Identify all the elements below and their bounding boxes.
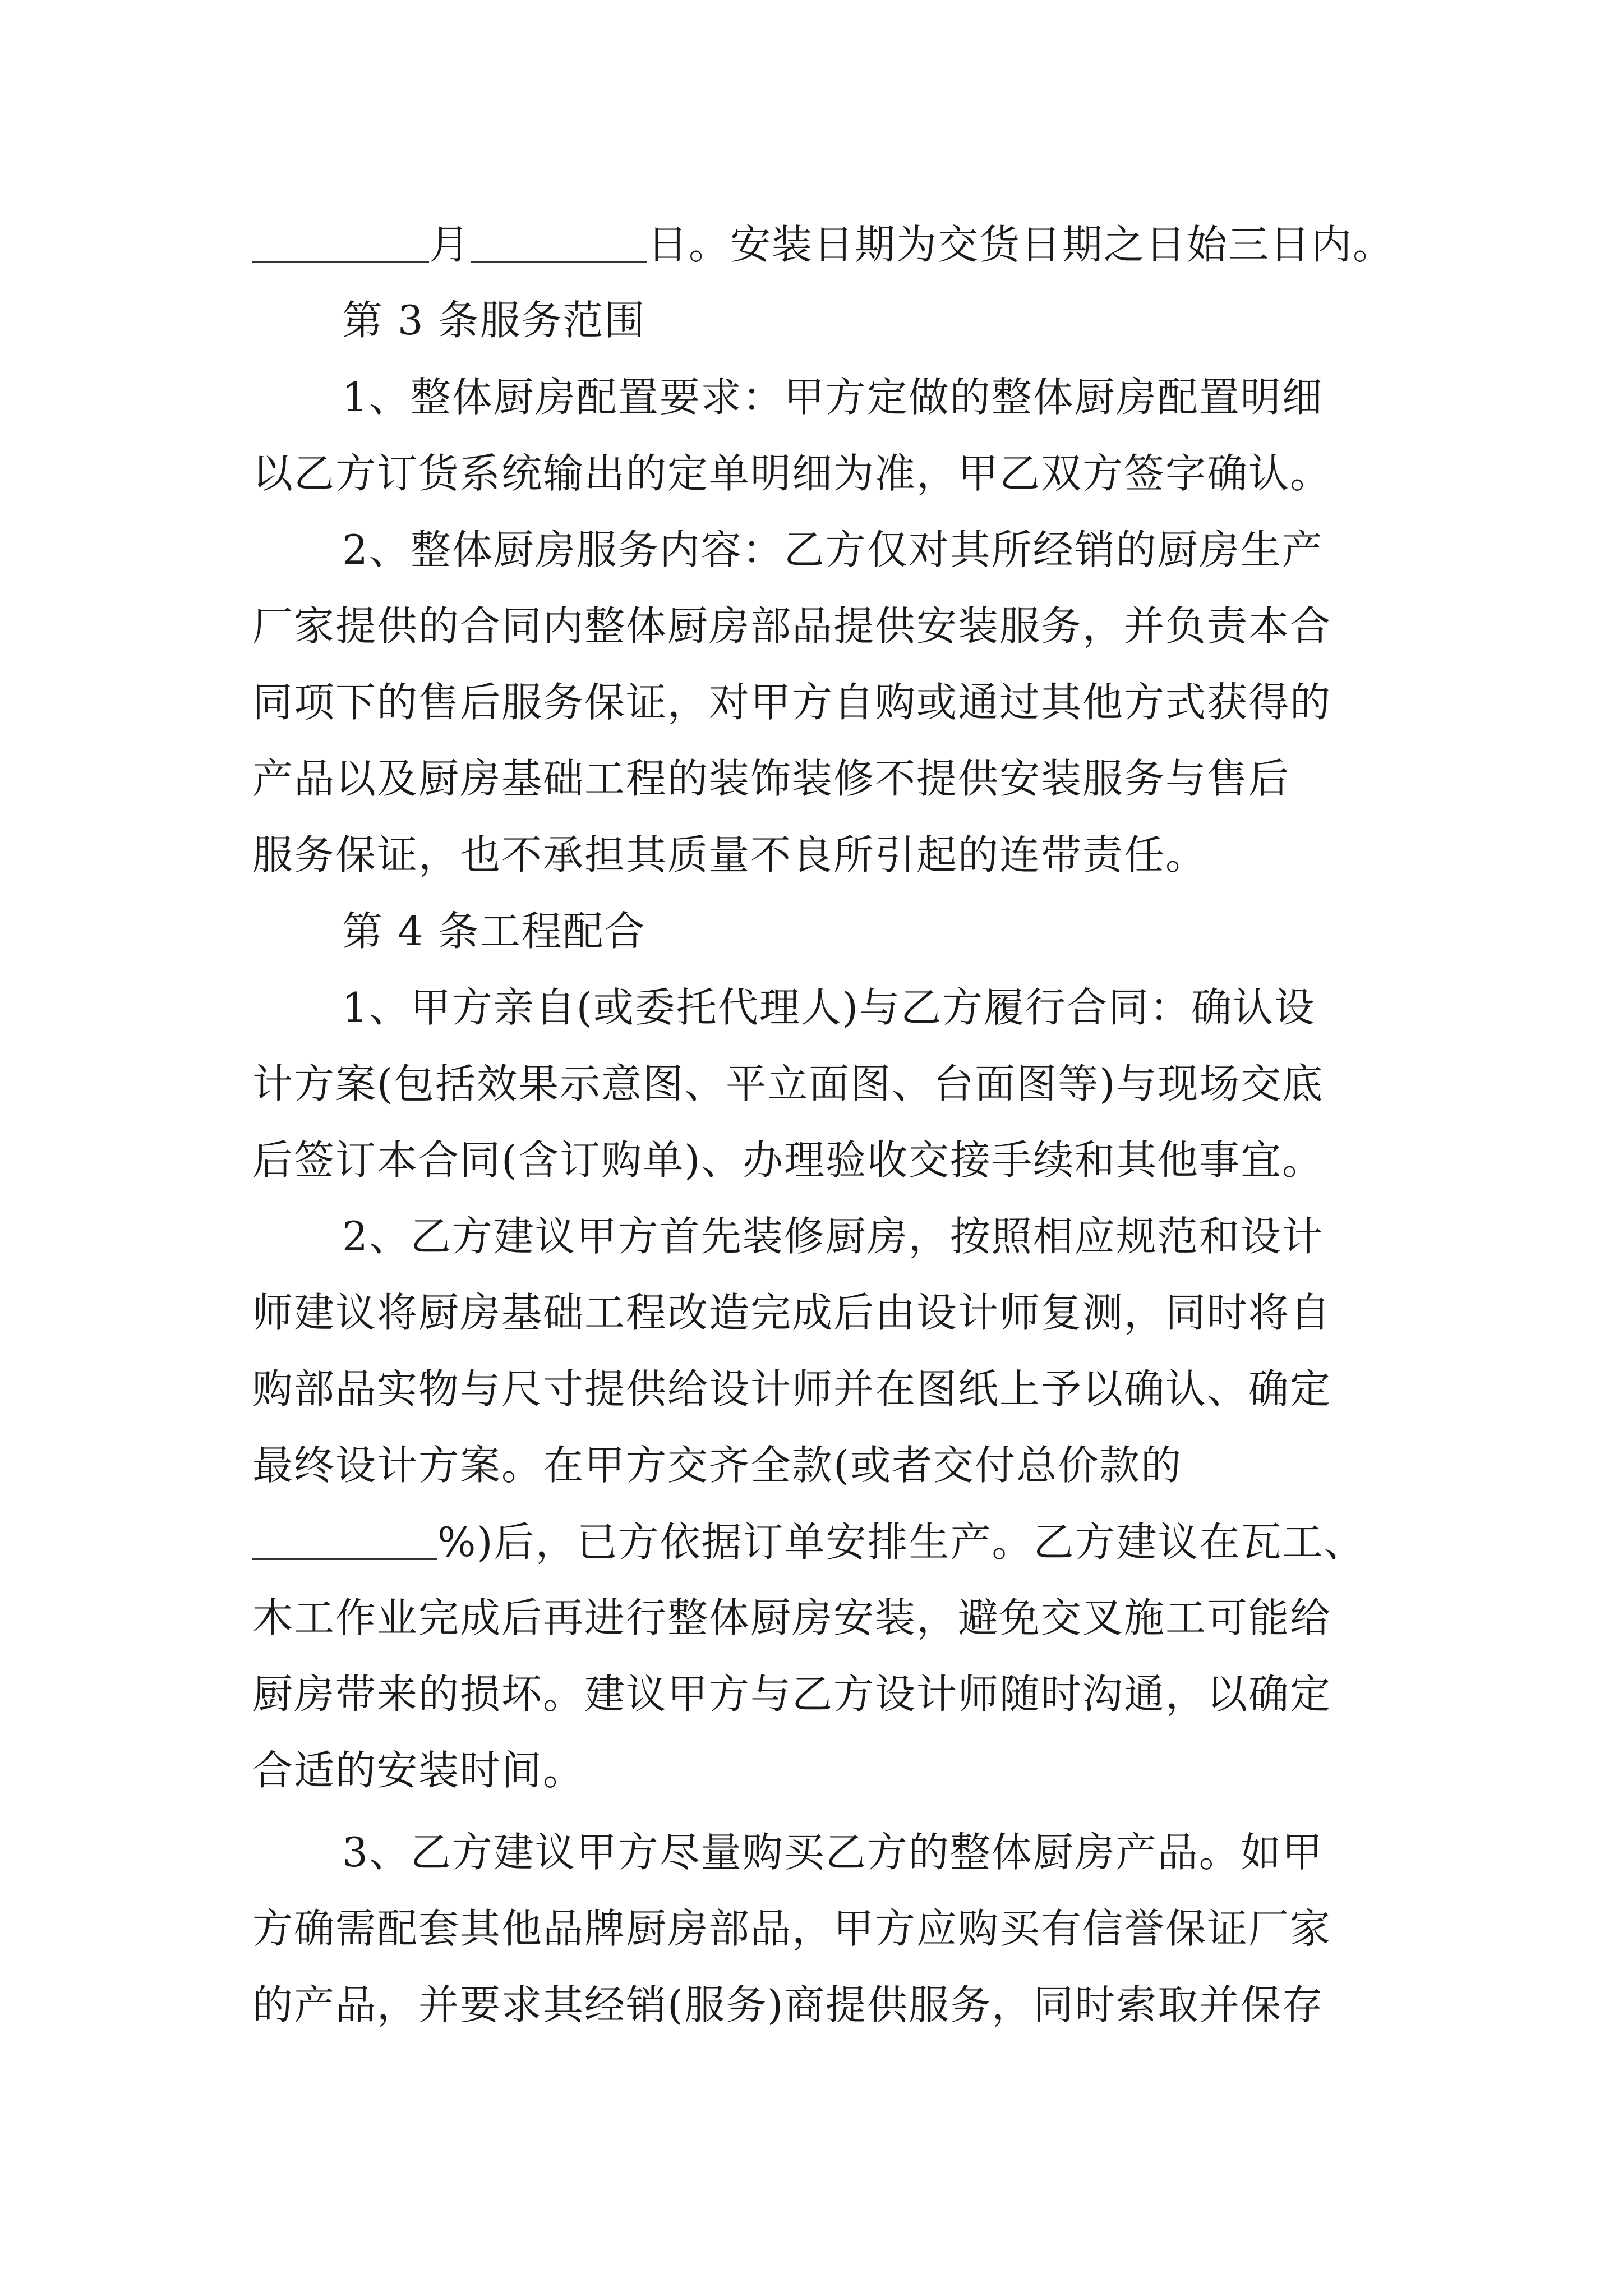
text-line xyxy=(252,216,1395,272)
text-line: 服务保证，也不承担其质量不良所引起的连带责任。 xyxy=(252,831,1207,878)
text-line: 以乙方订货系统输出的定单明细为准，甲乙双方签字确认。 xyxy=(252,450,1332,497)
text-line: 木工作业完成后再进行整体厨房安装，避免交叉施工可能给 xyxy=(252,1594,1332,1641)
fill-in-blank xyxy=(252,1513,437,1560)
text-line: 产品以及厨房基础工程的装饰装修不提供安装服务与售后 xyxy=(252,755,1290,802)
text-line: 合适的安装时间。 xyxy=(252,1747,585,1794)
text-fragment: 月 xyxy=(429,221,471,268)
text-line: 1、整体厨房配置要求：甲方定做的整体厨房配置明细 xyxy=(342,374,1324,421)
text-line: 3、乙方建议甲方尽量购买乙方的整体厨房产品。如甲 xyxy=(342,1829,1324,1876)
fill-in-blank xyxy=(252,216,429,263)
text-line: 厂家提供的合同内整体厨房部品提供安装服务，并负责本合 xyxy=(252,602,1332,650)
text-line: 2、乙方建议甲方首先装修厨房，按照相应规范和设计 xyxy=(342,1213,1324,1260)
text-line xyxy=(252,1513,1385,1570)
text-line: 后签订本合同(含订购单)、办理验收交接手续和其他事宜。 xyxy=(252,1137,1324,1184)
text-fragment: 日。安装日期为交货日期之日始三日内。 xyxy=(647,221,1395,268)
text-line: 购部品实物与尺寸提供给设计师并在图纸上予以确认、确定 xyxy=(252,1365,1332,1412)
text-line: 计方案(包括效果示意图、平立面图、台面图等)与现场交底 xyxy=(252,1060,1324,1107)
text-line: 方确需配套其他品牌厨房部品，甲方应购买有信誉保证厂家 xyxy=(252,1905,1332,1952)
text-line: 师建议将厨房基础工程改造完成后由设计师复测，同时将自 xyxy=(252,1289,1332,1336)
text-line: 同项下的售后服务保证，对甲方自购或通过其他方式获得的 xyxy=(252,679,1332,726)
text-line: 最终设计方案。在甲方交齐全款(或者交付总价款的 xyxy=(252,1442,1183,1489)
text-line: 厨房带来的损坏。建议甲方与乙方设计师随时沟通，以确定 xyxy=(252,1671,1332,1718)
text-line: 2、整体厨房服务内容：乙方仅对其所经销的厨房生产 xyxy=(342,526,1324,573)
text-fragment: %)后，已方依据订单安排生产。乙方建议在瓦工、 xyxy=(437,1519,1366,1566)
text-line: 1、甲方亲自(或委托代理人)与乙方履行合同：确认设 xyxy=(342,984,1316,1031)
fill-in-blank xyxy=(471,216,647,263)
section-heading: 第 4 条工程配合 xyxy=(342,908,646,955)
section-heading: 第 3 条服务范围 xyxy=(342,297,646,344)
text-line: 的产品，并要求其经销(服务)商提供服务，同时索取并保存 xyxy=(252,1981,1324,2028)
